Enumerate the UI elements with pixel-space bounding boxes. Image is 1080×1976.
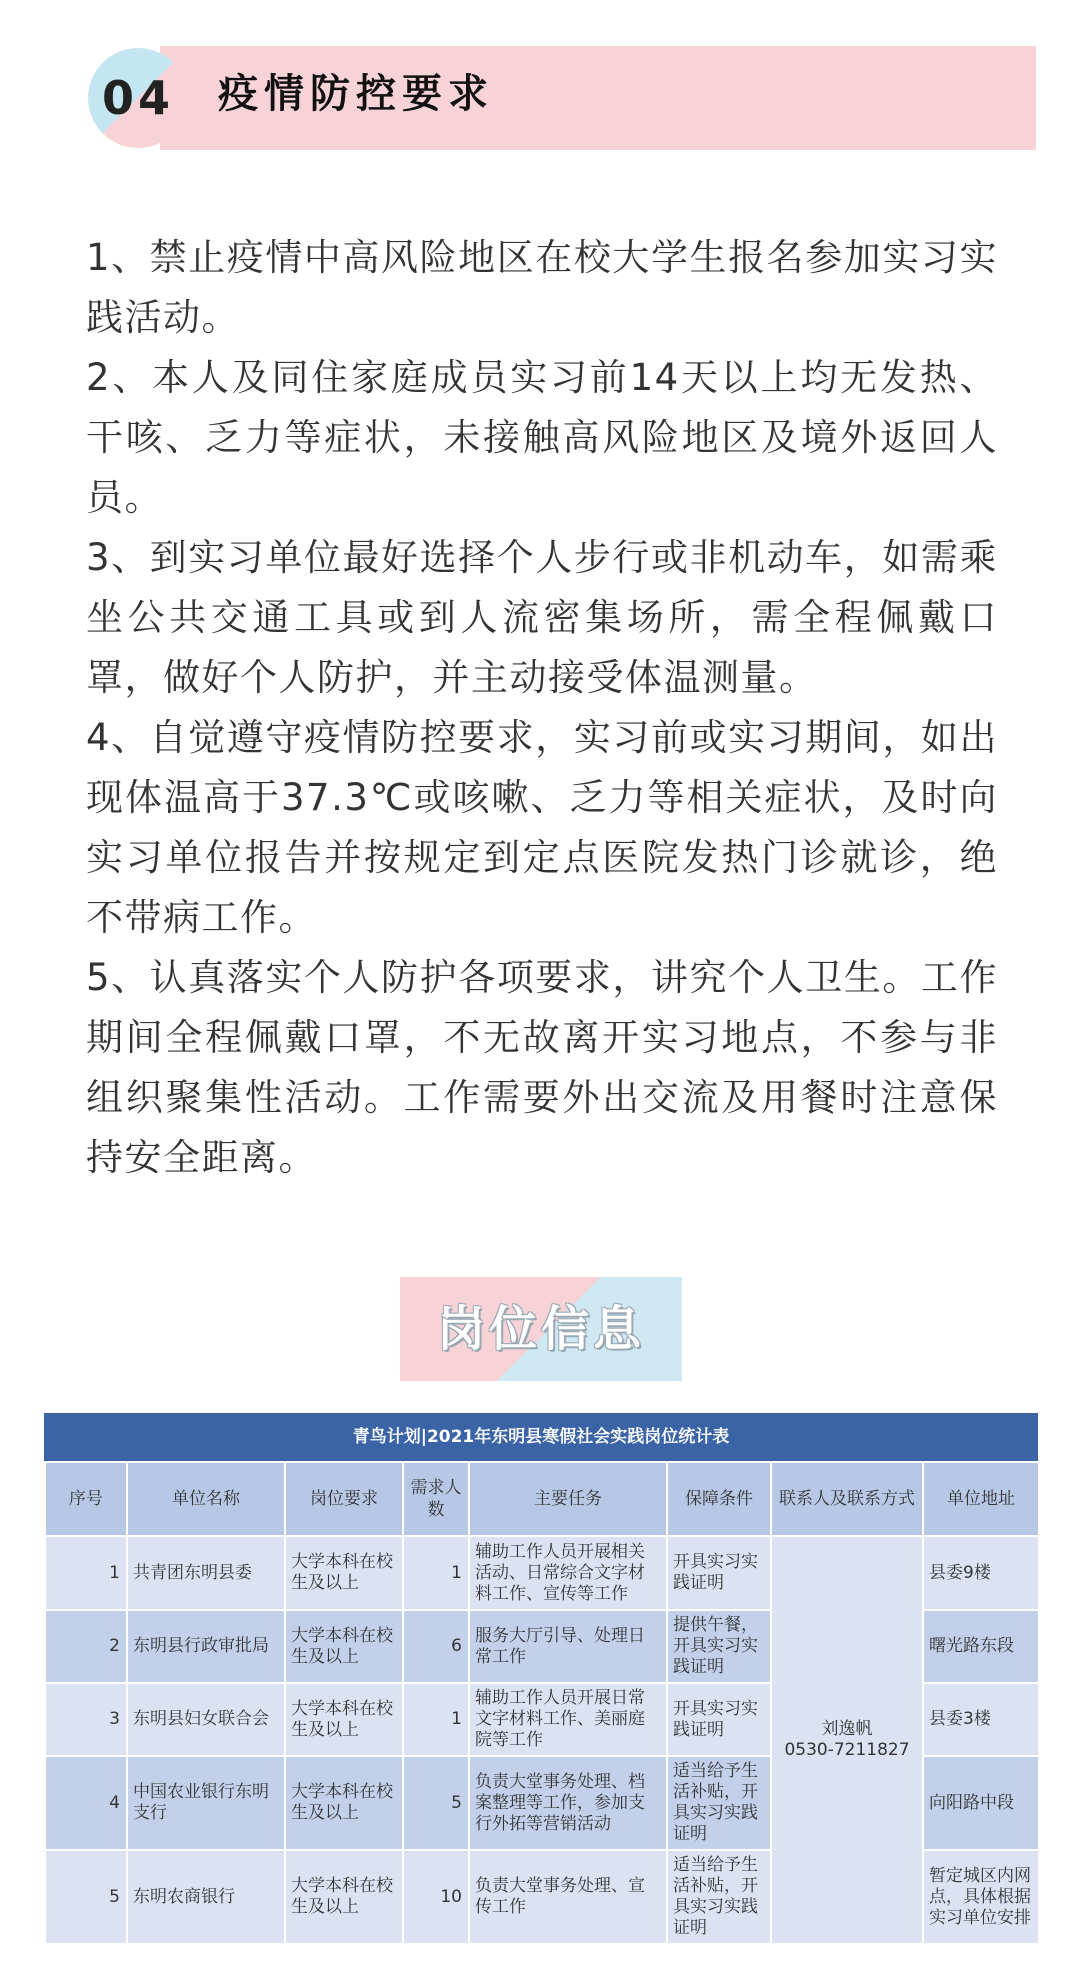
cell-contact	[771, 1536, 923, 1944]
contact-phone: 0530-7211827	[784, 1740, 910, 1760]
cell-requirement: 大学本科在校生及以上	[285, 1536, 403, 1610]
cell-unit: 东明县妇女联合会	[127, 1683, 285, 1756]
contact-name: 刘逸帆	[821, 1719, 873, 1739]
post-info-title: 岗位信息	[436, 1301, 645, 1357]
header-unit: 单位名称	[127, 1462, 285, 1536]
cell-no: 2	[45, 1610, 127, 1683]
header-address: 单位地址	[923, 1462, 1039, 1536]
header-no: 序号	[45, 1462, 127, 1536]
table-header-row	[45, 1462, 1039, 1536]
cell-support: 适当给予生活补贴，开具实习实践证明	[667, 1850, 771, 1944]
header-support: 保障条件	[667, 1462, 771, 1536]
cell-no: 5	[45, 1850, 127, 1944]
post-info-banner	[400, 1277, 682, 1381]
header-contact: 联系人及联系方式	[771, 1462, 923, 1536]
cell-count: 10	[403, 1850, 469, 1944]
cell-unit: 中国农业银行东明支行	[127, 1756, 285, 1850]
cell-no: 4	[45, 1756, 127, 1850]
cell-address: 暂定城区内网点，具体根据实习单位安排	[923, 1850, 1039, 1944]
cell-support: 适当给予生活补贴，开具实习实践证明	[667, 1756, 771, 1850]
cell-support: 开具实习实践证明	[667, 1683, 771, 1756]
cell-support: 提供午餐，开具实习实践证明	[667, 1610, 771, 1683]
header-requirement: 岗位要求	[285, 1462, 403, 1536]
table-title: 青鸟计划|2021年东明县寒假社会实践岗位统计表	[44, 1413, 1038, 1461]
section-number: 04	[101, 71, 174, 125]
cell-unit: 东明县行政审批局	[127, 1610, 285, 1683]
cell-address: 曙光路东段	[923, 1610, 1039, 1683]
requirement-item: 2、本人及同住家庭成员实习前14天以上均无发热、干咳、乏力等症状，未接触高风险地区及境外返回人员。	[86, 356, 998, 519]
table-row	[45, 1536, 1039, 1610]
header-count: 需求人数	[403, 1462, 469, 1536]
cell-count: 6	[403, 1610, 469, 1683]
cell-count: 1	[403, 1536, 469, 1610]
cell-task: 负责大堂事务处理、宣传工作	[469, 1850, 667, 1944]
cell-requirement: 大学本科在校生及以上	[285, 1850, 403, 1944]
cell-address: 县委3楼	[923, 1683, 1039, 1756]
cell-task: 辅助工作人员开展日常文字材料工作、美丽庭院等工作	[469, 1683, 667, 1756]
requirement-item: 1、禁止疫情中高风险地区在校大学生报名参加实习实践活动。	[86, 236, 998, 339]
cell-no: 3	[45, 1683, 127, 1756]
cell-task: 负责大堂事务处理、档案整理等工作，参加支行外拓等营销活动	[469, 1756, 667, 1850]
cell-count: 5	[403, 1756, 469, 1850]
cell-count: 1	[403, 1683, 469, 1756]
requirements-list	[86, 228, 998, 1188]
section-title: 疫情防控要求	[218, 71, 494, 117]
cell-requirement: 大学本科在校生及以上	[285, 1756, 403, 1850]
cell-requirement: 大学本科在校生及以上	[285, 1683, 403, 1756]
cell-unit: 东明农商银行	[127, 1850, 285, 1944]
requirement-item: 3、到实习单位最好选择个人步行或非机动车，如需乘坐公共交通工具或到人流密集场所，需全程佩戴口罩，做好个人防护，并主动接受体温测量。	[86, 536, 998, 699]
cell-task: 服务大厅引导、处理日常工作	[469, 1610, 667, 1683]
positions-table	[44, 1413, 1038, 1945]
cell-unit: 共青团东明县委	[127, 1536, 285, 1610]
cell-address: 向阳路中段	[923, 1756, 1039, 1850]
section-header	[88, 46, 1036, 150]
cell-address: 县委9楼	[923, 1536, 1039, 1610]
requirement-item: 4、自觉遵守疫情防控要求，实习前或实习期间，如出现体温高于37.3℃或咳嗽、乏力等相关症状，及时向实习单位报告并按规定到定点医院发热门诊就诊，绝不带病工作。	[86, 716, 998, 939]
cell-task: 辅助工作人员开展相关活动、日常综合文字材料工作、宣传等工作	[469, 1536, 667, 1610]
cell-no: 1	[45, 1536, 127, 1610]
cell-requirement: 大学本科在校生及以上	[285, 1610, 403, 1683]
requirement-item: 5、认真落实个人防护各项要求，讲究个人卫生。工作期间全程佩戴口罩，不无故离开实习地点，不参与非组织聚集性活动。工作需要外出交流及用餐时注意保持安全距离。	[86, 956, 998, 1179]
header-task: 主要任务	[469, 1462, 667, 1536]
cell-support: 开具实习实践证明	[667, 1536, 771, 1610]
positions-grid	[44, 1461, 1040, 1945]
